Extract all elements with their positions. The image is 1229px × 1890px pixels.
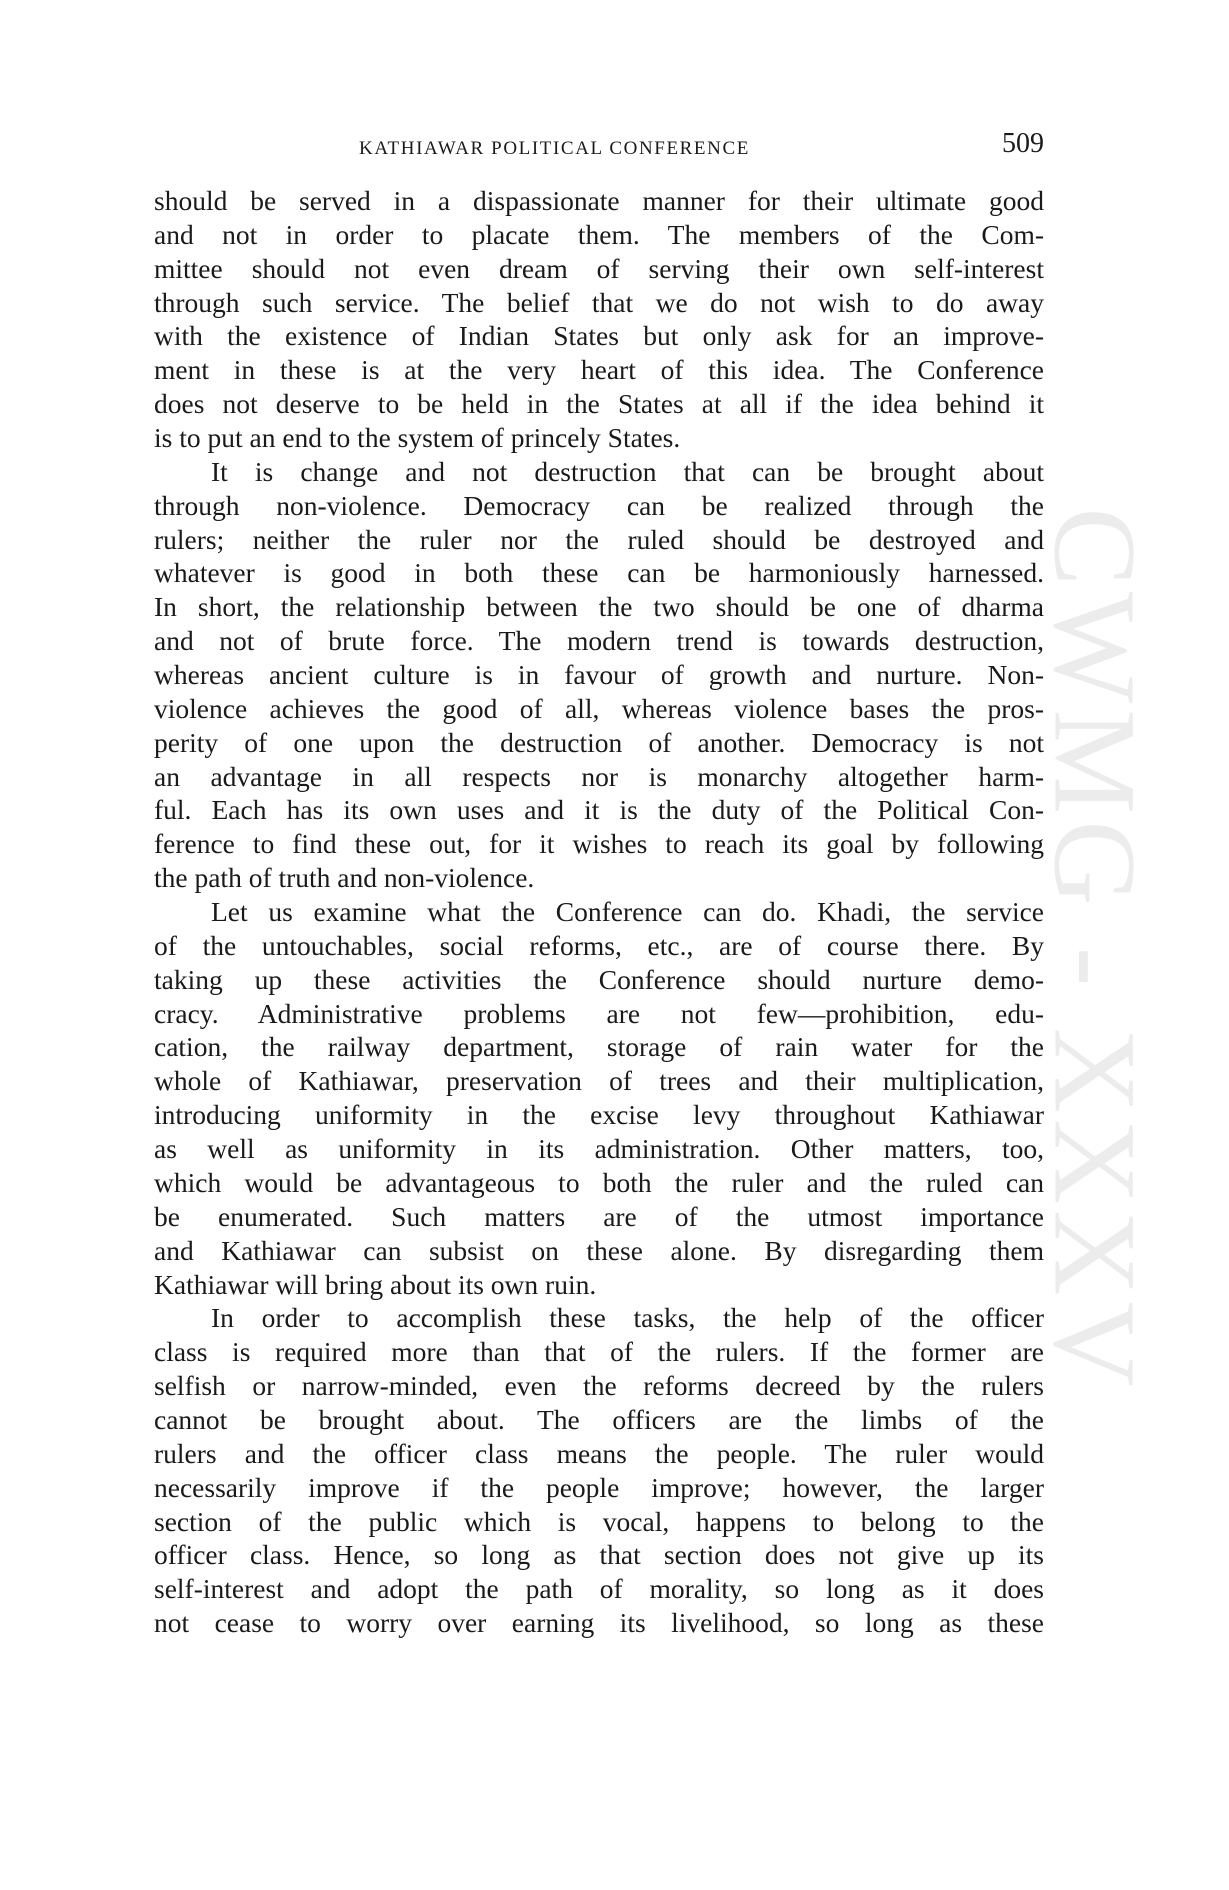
text-line: class is required more than that of the rulers. If the former are	[154, 1336, 1044, 1368]
text-line: Let us examine what the Conference can do. Khadi, the service	[211, 896, 1044, 928]
text-line: mittee should not even dream of serving their own self-interest	[154, 252, 1044, 284]
text-line: cracy. Administrative problems are not few—prohibition, edu-	[154, 997, 1044, 1029]
text-line: selfish or narrow-minded, even the reforms decreed by the rulers	[154, 1370, 1044, 1402]
text-line: and not of brute force. The modern trend is towards destruction,	[154, 625, 1044, 657]
page-number: 509	[1002, 128, 1044, 159]
text-line: and not in order to placate them. The members of the Com-	[154, 218, 1044, 250]
text-line: introducing uniformity in the excise levy throughout Kathiawar	[154, 1099, 1044, 1131]
body-text	[154, 184, 1044, 1640]
text-line: In short, the relationship between the two should be one of dharma	[154, 591, 1044, 623]
text-line: In order to accomplish these tasks, the help of the officer	[211, 1302, 1044, 1334]
text-line: cannot be brought about. The officers are the limbs of the	[154, 1403, 1044, 1435]
paragraph	[154, 895, 1044, 1301]
text-line: an advantage in all respects nor is monarchy altogether harm-	[154, 760, 1044, 792]
text-line: section of the public which is vocal, happens to belong to the	[154, 1505, 1044, 1537]
running-title: KATHIAWAR POLITICAL CONFERENCE	[359, 138, 750, 159]
text-line: be enumerated. Such matters are of the utmost importance	[154, 1200, 1044, 1232]
text-line: taking up these activities the Conference should nurture demo-	[154, 963, 1044, 995]
text-line: perity of one upon the destruction of another. Democracy is not	[154, 726, 1044, 758]
text-line: is to put an end to the system of princely States.	[154, 422, 681, 454]
text-line: of the untouchables, social reforms, etc., are of course there. By	[154, 929, 1044, 961]
text-line: whole of Kathiawar, preservation of trees and their multiplication,	[154, 1065, 1044, 1097]
running-head	[154, 128, 1044, 164]
text-line: It is change and not destruction that can be brought about	[211, 455, 1044, 487]
text-line: officer class. Hence, so long as that section does not give up its	[154, 1539, 1044, 1571]
text-line: whereas ancient culture is in favour of growth and nurture. Non-	[154, 659, 1044, 691]
text-line: Kathiawar will bring about its own ruin.	[154, 1268, 597, 1300]
text-line: ference to find these out, for it wishes to reach its goal by following	[154, 828, 1044, 860]
text-line: through non-violence. Democracy can be realized through the	[154, 489, 1044, 521]
text-line: the path of truth and non-violence.	[154, 862, 535, 894]
text-line: does not deserve to be held in the States at all if the idea behind it	[154, 388, 1044, 420]
text-line: ment in these is at the very heart of this idea. The Conference	[154, 354, 1044, 386]
text-line: rulers; neither the ruler nor the ruled should be destroyed and	[154, 523, 1044, 555]
watermark-text: CWMG - XXXV	[1030, 507, 1161, 1393]
text-line: violence achieves the good of all, whereas violence bases the pros-	[154, 692, 1044, 724]
paragraph	[154, 1301, 1044, 1640]
text-line: rulers and the officer class means the people. The ruler would	[154, 1437, 1044, 1469]
text-line: necessarily improve if the people improve; however, the larger	[154, 1471, 1044, 1503]
text-line: should be served in a dispassionate manner for their ultimate good	[154, 185, 1044, 216]
text-line: cation, the railway department, storage of rain water for the	[154, 1031, 1044, 1063]
text-line: through such service. The belief that we do not wish to do away	[154, 286, 1044, 318]
text-line: ful. Each has its own uses and it is the duty of the Political Con-	[154, 794, 1044, 826]
text-line: as well as uniformity in its administration. Other matters, too,	[154, 1133, 1044, 1165]
paragraph	[154, 455, 1044, 895]
watermark	[1030, 420, 1161, 1480]
text-line: and Kathiawar can subsist on these alone. By disregarding them	[154, 1234, 1044, 1266]
text-line: whatever is good in both these can be harmoniously harnessed.	[154, 557, 1044, 589]
text-line: with the existence of Indian States but only ask for an improve-	[154, 320, 1044, 352]
text-line: which would be advantageous to both the ruler and the ruled can	[154, 1166, 1044, 1198]
text-line: not cease to worry over earning its livelihood, so long as these	[154, 1607, 1044, 1639]
text-line: self-interest and adopt the path of morality, so long as it does	[154, 1573, 1044, 1605]
paragraph	[154, 184, 1044, 455]
